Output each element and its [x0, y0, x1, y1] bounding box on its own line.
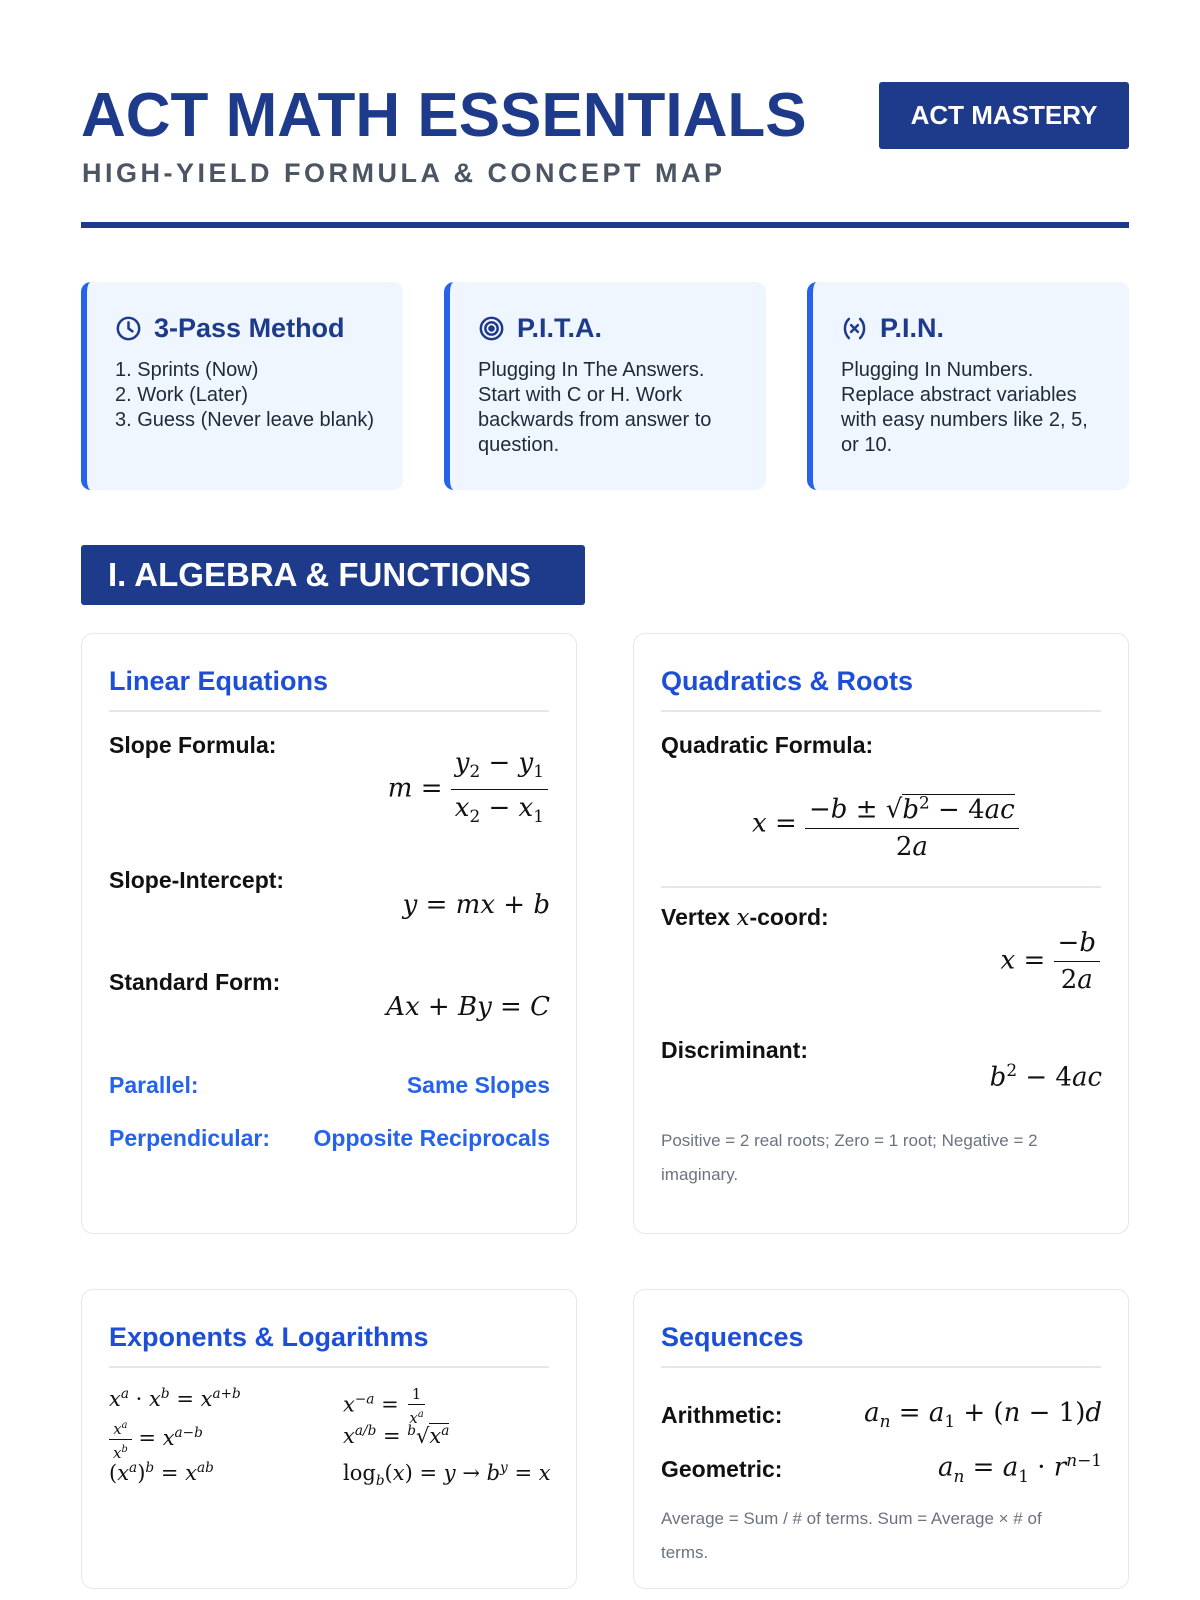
- page: [81, 0, 1129, 1600]
- tip-line: 3. Guess (Never leave blank): [115, 409, 375, 431]
- card-title: Quadratics & Roots: [661, 666, 914, 696]
- card-divider: [109, 1366, 549, 1368]
- card-divider: [661, 1366, 1101, 1368]
- vertex-label-text: Vertex: [661, 904, 737, 930]
- quadratic-formula-equation: x = $\frac{-b \pm √b^2 - 4ac}{2a}$: [752, 786, 1019, 863]
- card-divider: [661, 710, 1101, 712]
- card-title: Linear Equations: [109, 666, 329, 696]
- vertex-label: [661, 904, 829, 931]
- vertex-label-suffix: -coord:: [749, 904, 829, 930]
- slope-intercept-label: Slope-Intercept:: [109, 867, 285, 893]
- card-title: Sequences: [661, 1322, 804, 1352]
- sequence-note: Average = Sum / # of terms. Sum = Average × # of terms.: [661, 1509, 1042, 1562]
- page-title: ACT MATH ESSENTIALS: [81, 81, 807, 150]
- discriminant-note: Positive = 2 real roots; Zero = 1 root; Negative = 2 imaginary.: [661, 1131, 1038, 1184]
- tip-body: Plugging In Numbers. Replace abstract variables with easy numbers like 2, 5, or 10.: [841, 359, 1088, 456]
- tip-title: 3-Pass Method: [154, 312, 345, 343]
- header-divider: [81, 222, 1129, 228]
- arithmetic-label: Arithmetic:: [661, 1402, 783, 1428]
- tip-card-3-pass: [81, 282, 403, 490]
- standard-form-equation: Ax + By = C: [386, 992, 550, 1022]
- standard-form-label: Standard Form:: [109, 969, 281, 995]
- tip-title: P.I.N.: [880, 312, 945, 343]
- discriminant-label: Discriminant:: [661, 1037, 808, 1063]
- clock-icon: [115, 315, 142, 342]
- arithmetic-equation: $a_n = a_1 + (n - 1)d$: [864, 1398, 1102, 1432]
- vertex-equation: x = $\frac{-b}{2a}$: [1001, 927, 1100, 996]
- card-sequences: [633, 1289, 1129, 1589]
- page-subtitle: HIGH-YIELD FORMULA & CONCEPT MAP: [82, 158, 726, 188]
- tip-card-pita: [444, 282, 766, 490]
- card-title: Exponents & Logarithms: [109, 1322, 429, 1352]
- tip-line: 2. Work (Later): [115, 384, 248, 406]
- tip-card-pin: [807, 282, 1129, 490]
- exponent-power-rule: $(x^a)^b = x^{ab}$: [109, 1460, 214, 1485]
- quadratic-formula-label: Quadratic Formula:: [661, 732, 874, 758]
- tip-body: [115, 358, 385, 433]
- exponent-product-rule: $x^a \cdot x^b = x^{a+b}$: [109, 1386, 241, 1411]
- section-heading: I. ALGEBRA & FUNCTIONS: [81, 545, 585, 605]
- card-quadratics-roots: [633, 633, 1129, 1234]
- variable-icon: [841, 315, 868, 342]
- parallel-value: Same Slopes: [406, 1072, 550, 1098]
- discriminant-equation: $b^2 - 4ac$: [989, 1060, 1102, 1093]
- perpendicular-label: Perpendicular:: [109, 1125, 271, 1151]
- exponent-negative-rule: $x^{-a}$ = $\frac{1}{x^a}$: [343, 1385, 424, 1427]
- exponent-fractional-rule: $x^{a/b} = ^b√x^a$: [343, 1423, 450, 1448]
- card-divider: [109, 710, 549, 712]
- geometric-label: Geometric:: [661, 1456, 783, 1482]
- perpendicular-value: Opposite Reciprocals: [313, 1125, 550, 1151]
- act-mastery-badge: ACT MASTERY: [879, 82, 1129, 149]
- exponent-quotient-rule: $\frac{x^a}{x^b}$ = $x^{a-b}$: [109, 1418, 203, 1461]
- card-linear-equations: [81, 633, 577, 1234]
- slope-formula-equation: m = $\frac{y_2 - y_1}{x_2 - x_1}$: [388, 747, 548, 832]
- vertex-label-variable: x: [736, 905, 750, 931]
- parallel-label: Parallel:: [109, 1072, 199, 1098]
- logarithm-definition: $\log_b(x) = y \to b^y = x$: [343, 1460, 551, 1490]
- tip-line: 1. Sprints (Now): [115, 359, 259, 381]
- slope-intercept-equation: y = mx + b: [402, 890, 550, 920]
- header: [81, 80, 1129, 230]
- card-exponents-logarithms: [81, 1289, 577, 1589]
- slope-formula-label: Slope Formula:: [109, 732, 277, 758]
- geometric-equation: $a_n = a_1 \cdot r^{n-1}$: [937, 1450, 1102, 1486]
- tip-title: P.I.T.A.: [517, 312, 603, 343]
- quadratic-divider: [661, 886, 1101, 888]
- tip-body: Plugging In The Answers. Start with C or H. Work backwards from answer to question.: [478, 359, 712, 456]
- strategy-tips: [81, 282, 1129, 490]
- target-icon: [478, 315, 505, 342]
